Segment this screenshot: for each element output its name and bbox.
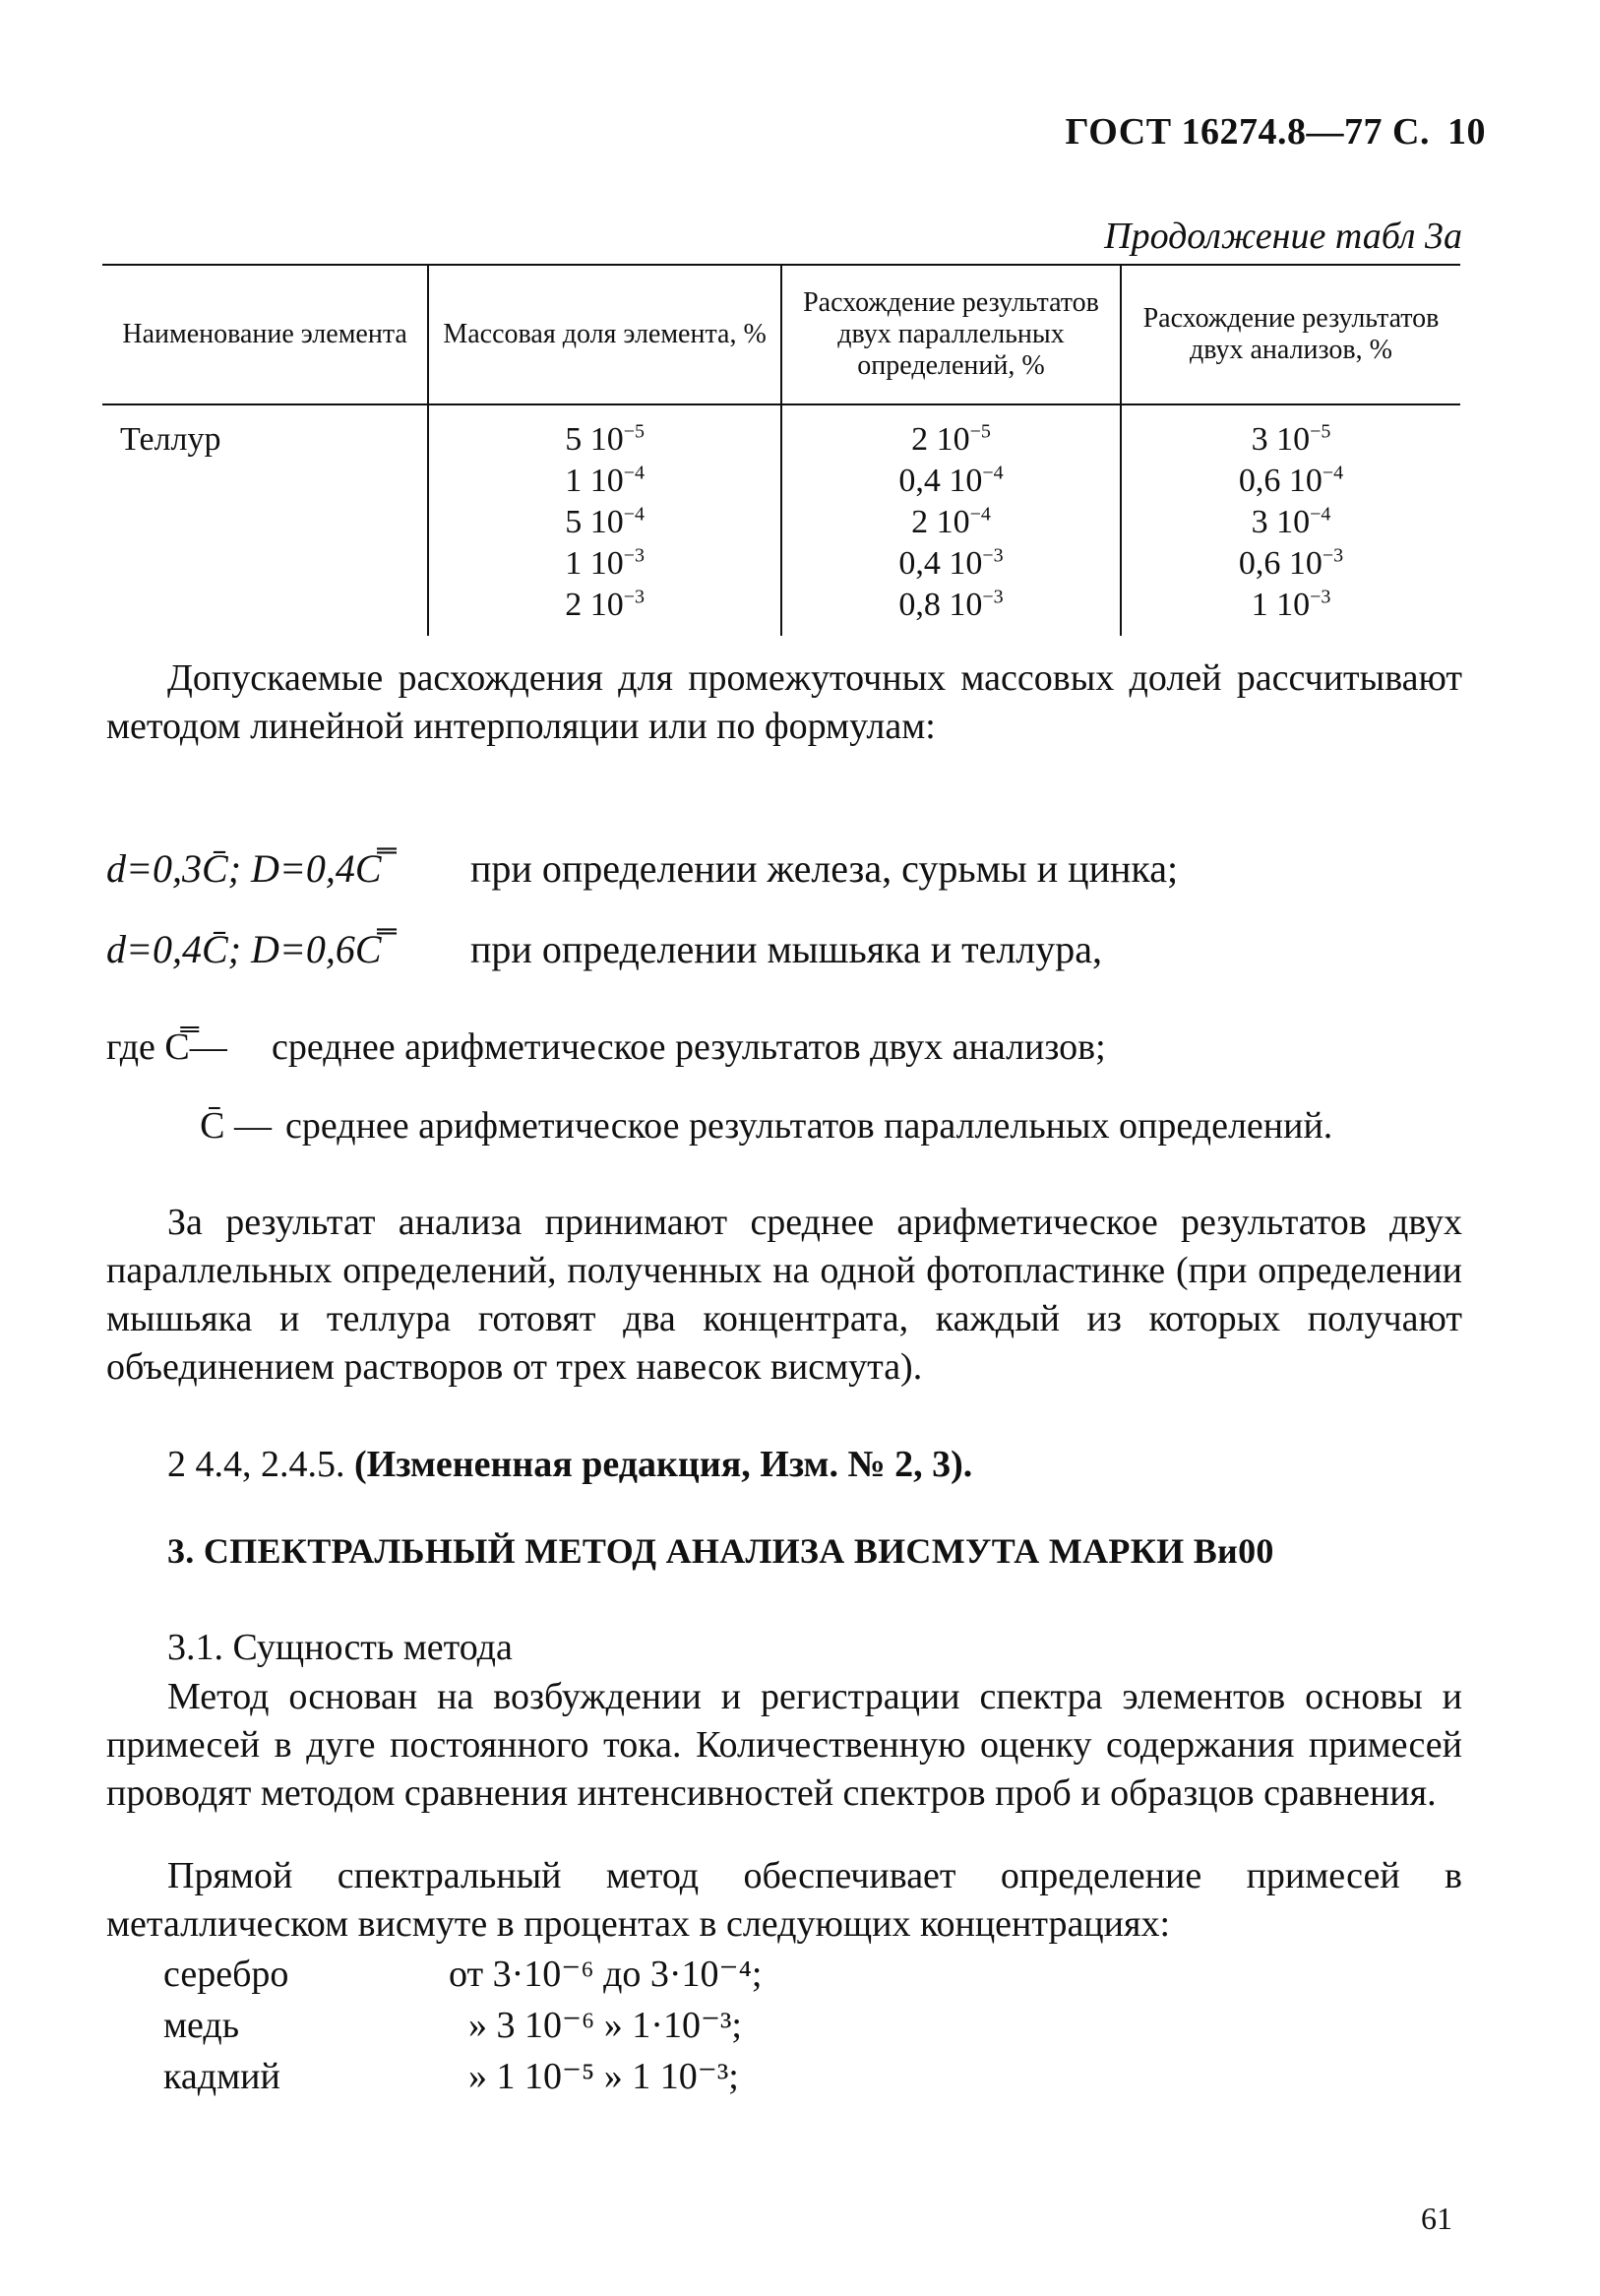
page-header: [1066, 110, 1486, 154]
formula-row-iron-antimony-zinc: [106, 844, 1178, 894]
definition-symbol: C̄ —: [200, 1105, 272, 1147]
impurity-range: » 1 10⁻⁵ » 1 10⁻³;: [468, 2056, 739, 2097]
table-cell: 0,6 $10^{-4}$: [1238, 462, 1344, 499]
paragraph-method-principle: Метод основан на возбуждении и регистрации спектра элементов основы и примесей в дуге постоянного тока. Количественную оценку содержания примесей проводят методом сравнения интенсивностей спектров проб и образцов сравнения.: [106, 1676, 1462, 1814]
definition-c-double-bar: [106, 1024, 1462, 1072]
list-item: [163, 1949, 762, 2000]
table-caption: Продолжение табл 3а: [1104, 216, 1462, 257]
definition-text: среднее арифметическое результатов параллельных определений.: [285, 1105, 1333, 1147]
list-item: [163, 2051, 762, 2102]
table-cell: 5 $10^{-4}$: [565, 503, 645, 540]
impurity-name: серебро: [163, 1954, 289, 1995]
column-header-parallel-discrepancy: Расхождение результатов двух параллельных определений, %: [781, 265, 1121, 404]
impurity-name: медь: [163, 2005, 240, 2046]
element-name: Теллур: [120, 421, 221, 458]
formula-description: при определении мышьяка и теллура,: [470, 927, 1103, 971]
parallel-discrepancy-values: [781, 404, 1121, 636]
amendment-reference: 2 4.4, 2.4.5.: [167, 1444, 345, 1485]
header-page-number: 10: [1447, 111, 1486, 153]
formula-expression: d=0,3C̄; D=0,4C̿: [106, 846, 382, 891]
impurity-range: » 3 10⁻⁶ » 1·10⁻³;: [468, 2005, 742, 2046]
table-cell: 0,4 $10^{-3}$: [898, 544, 1004, 582]
formula-row-arsenic-tellurium: [106, 925, 1102, 974]
amendment-text: (Измененная редакция, Изм. № 2, 3).: [354, 1444, 973, 1485]
table-cell: 1 $10^{-3}$: [565, 544, 645, 582]
column-header-element: Наименование элемента: [102, 265, 428, 404]
table-cell: 0,4 $10^{-4}$: [898, 462, 1004, 499]
table-cell: 0,6 $10^{-3}$: [1238, 544, 1344, 582]
table-cell: 1 $10^{-4}$: [565, 462, 645, 499]
definition-text: среднее арифметическое результатов двух анализов;: [272, 1026, 1106, 1068]
column-header-mass-fraction: Массовая доля элемента, %: [428, 265, 781, 404]
definition-symbol: где C̿—: [106, 1026, 227, 1068]
table-cell: 2 $10^{-5}$: [911, 420, 991, 458]
table-cell: 2 $10^{-4}$: [911, 503, 991, 540]
table-cell: 0,8 $10^{-3}$: [898, 586, 1004, 623]
formula-description: при определении железа, сурьмы и цинка;: [470, 846, 1179, 891]
definition-c-bar: [106, 1102, 1462, 1150]
formula-expression: d=0,4C̄; D=0,6C̿: [106, 927, 382, 971]
amendment-note: [106, 1441, 1462, 1489]
table-row: [102, 404, 1460, 636]
mass-fraction-values: [428, 404, 781, 636]
paragraph-result: За результат анализа принимают среднее арифметическое результатов двух параллельных определений, полученных на одной фотопластинке (при определении мышьяка и теллура готовят два концентрата, каждый из которых получают объединением растворов от трех навесок висмута).: [106, 1202, 1462, 1388]
page-number: 61: [1421, 2201, 1452, 2236]
table-cell: 5 $10^{-5}$: [565, 420, 645, 458]
impurity-range: от 3·10⁻⁶ до 3·10⁻⁴;: [449, 1954, 763, 1995]
standard-designation: ГОСТ 16274.8—77 С.: [1065, 111, 1430, 153]
table-cell: 3 $10^{-4}$: [1251, 503, 1331, 540]
table-cell: 1 $10^{-3}$: [1251, 586, 1331, 623]
impurity-name: кадмий: [163, 2056, 280, 2097]
analyses-discrepancy-values: [1121, 404, 1460, 636]
subsection-title: 3.1. Сущность метода: [167, 1627, 513, 1668]
paragraph-direct-method: Прямой спектральный метод обеспечивает определение примесей в металлическом висмуте в процентах в следующих концентрациях:: [106, 1855, 1462, 1945]
paragraph-interpolation: Допускаемые расхождения для промежуточных массовых долей рассчитывают методом линейной интерполяции или по формулам:: [106, 657, 1462, 747]
column-header-analyses-discrepancy: Расхождение результатов двух анализов, %: [1121, 265, 1460, 404]
table-cell: 2 $10^{-3}$: [565, 586, 645, 623]
tolerance-table: [102, 264, 1460, 636]
table-cell: 3 $10^{-5}$: [1251, 420, 1331, 458]
section-title: 3. СПЕКТРАЛЬНЫЙ МЕТОД АНАЛИЗА ВИСМУТА МАРКИ Ви00: [167, 1531, 1274, 1571]
list-item: [163, 2000, 762, 2051]
concentration-list: [163, 1949, 762, 2102]
